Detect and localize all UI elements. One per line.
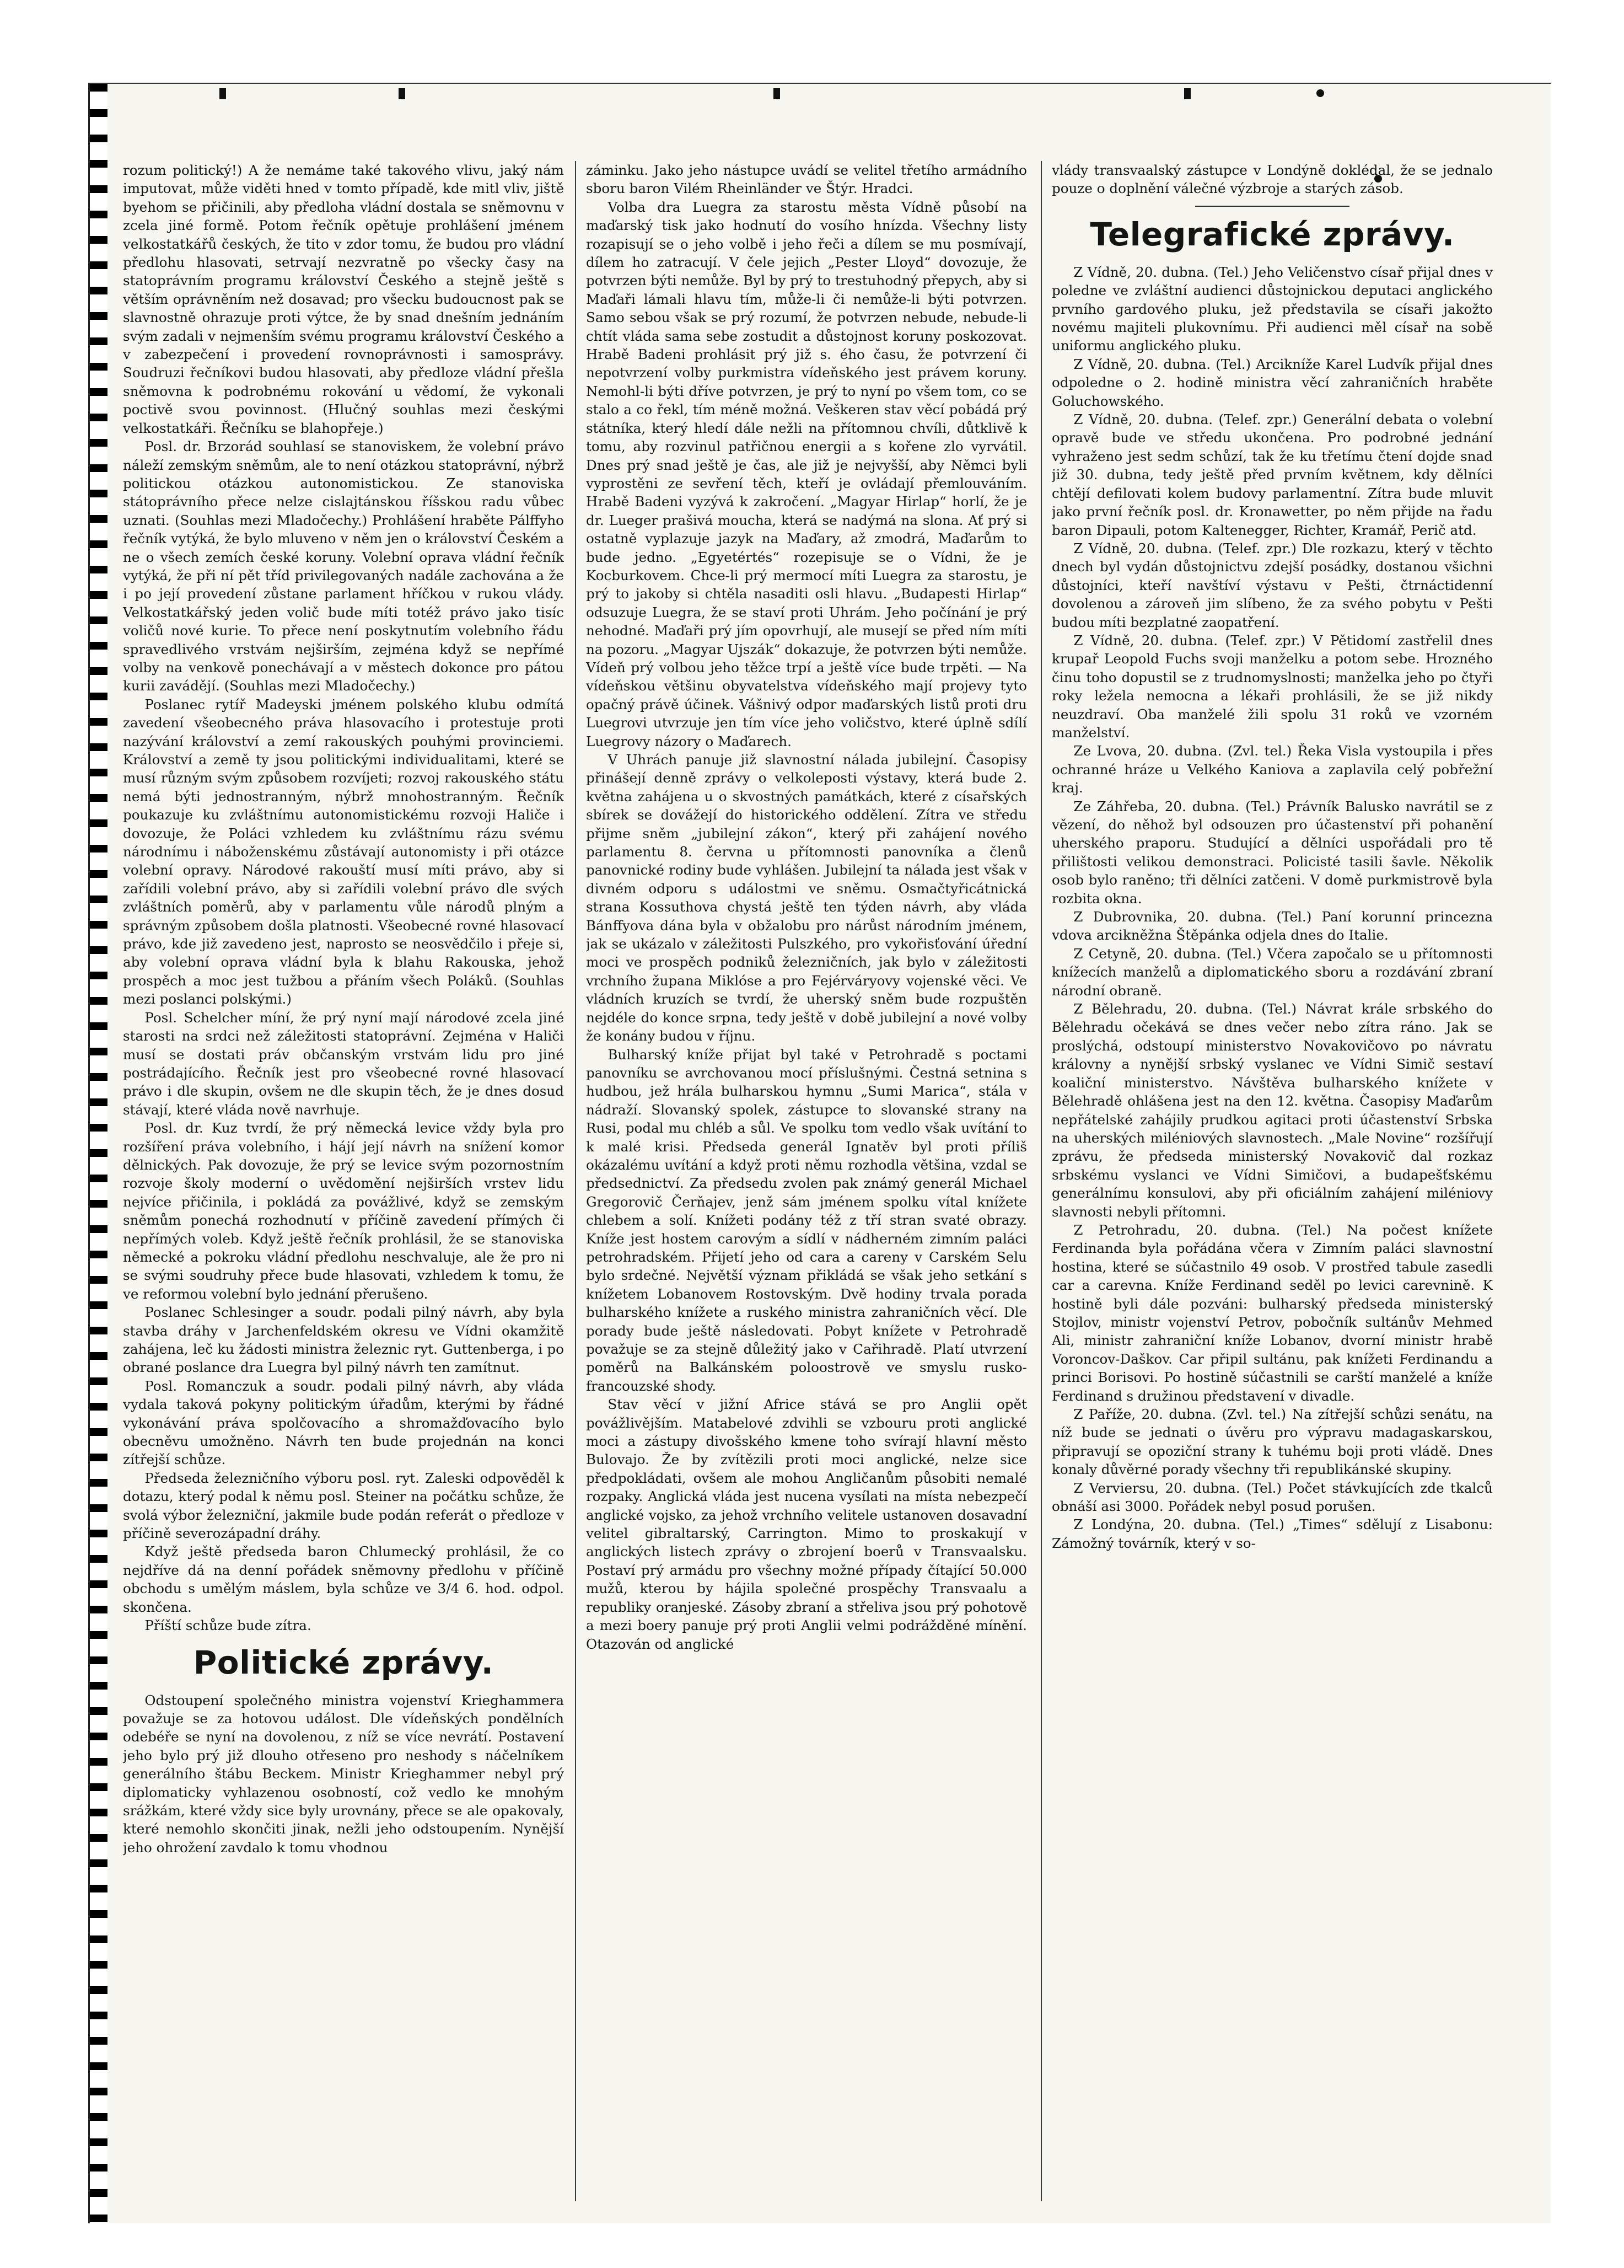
news-item: Z Bělehradu, 20. dubna. (Tel.) Návrat krále srbského do Bělehradu očekává se dnes večer nebo zítra ráno. Jak se proslýchá, odstoupí ministerstvo Novakovičovo po návratu královny a nynější srbský vyslanec ve Vídni Simič sestaví koaliční ministerstvo. Návštěva bulharského knížete v Bělehradě ohlášena jest na den 12. května. Časopisy Maďarům nepřátelské zahájily prudkou agitaci proti účastenství Srbska na uherských miléniových slavnostech. „Male Novine“ rozšířují zprávu, že předseda ministerský Novakovič dal rozkaz srbskému vyslanci ve Vídni Simičovi, a budapešťskému generálnímu konsulovi, aby při oficiálním zahájení miléniovy slavnosti nebyli přítomni. xyxy=(1052,1001,1493,1220)
article-paragraph: vlády transvaalský zástupce v Londýně doklédal, že se jednalo pouze o doplnění válečné výzbroje a starých zásob. xyxy=(1052,162,1493,197)
news-item: Ze Záhřeba, 20. dubna. (Tel.) Právník Balusko navrátil se z vězení, do něhož byl odsouzen pro účastenství při pohanění uherského praporu. Studující a dělníci uspořádali pro tě přilištosti velikou demonstraci. Policisté tasili šavle. Několik osob bylo raněno; tři dělníci zatčeni. V domě purkmistrově byla rozbita okna. xyxy=(1052,798,1493,907)
column-1 xyxy=(123,161,564,2190)
column-3 xyxy=(1052,161,1493,2190)
scan-mark xyxy=(219,88,226,99)
article-paragraph: záminku. Jako jeho nástupce uvádí se velitel třetího armádního sboru baron Vilém Rheinländer ve Štýr. Hradci. xyxy=(586,162,1027,197)
news-item: Z Vídně, 20. dubna. (Telef. zpr.) V Pětidomí zastřelil dnes krupař Leopold Fuchs svoji manželku a potom sebe. Hrozného činu toho dopustil se z trudnomyslnosti; manželka jeho po čtyři roky ležela nemocna a lékaři prohlásili, že se již nikdy neuzdraví. Oba manželé žili spolu 31 roků ve vzorném manželství. xyxy=(1052,632,1493,741)
news-item: Z Dubrovnika, 20. dubna. (Tel.) Paní korunní princezna vdova arcikněžna Štěpánka odjela dnes do Italie. xyxy=(1052,909,1493,943)
scan-mark xyxy=(1184,88,1191,99)
article-paragraph: Posl. dr. Kuz tvrdí, že prý německá levice vždy byla pro rozšíření práva volebního, i hájí její návrh na snížení komor dělnických. Pak dovozuje, že prý se levice svým pozornostním rozvoje školy moderní o uvědomění nejširších vrstev lidu nejvíce přičinila, i pokládá za povážlivé, když se zemským sněmům ponechá rozhodnutí v příčině zavedení přímých či nepřímých voleb. Když ještě řečník prohlásil, že se stanoviska německé a pokroku vládní předlohu neschvaluje, ale že pro ni se svými soudruhy přece bude hlasovati, vzhledem k tomu, že ve reformou volební bylo jednání přerušeno. xyxy=(123,1120,564,1302)
article-paragraph: Odstoupení společného ministra vojenství Krieghammera považuje se za hotovou událost. Dle vídeňských pondělních odebéře se nyní na dovolenou, z níž se více nevrátí. Postavení jeho bylo prý již dlouho otřeseno pro neshody s náčelníkem generálního štábu Beckem. Ministr Krieghammer nebyl prý diplomaticky vyhlazenou osobností, což vedlo ke mnohým srážkám, které vždy sice byly urovnány, přece se ale opakovaly, které nemohlo skončiti jinak, nežli jeho odstoupením. Nynější jeho ohrožení zavdalo k tomu vhodnou xyxy=(123,1692,564,1856)
article-paragraph: Poslanec Schlesinger a soudr. podali pilný návrh, aby byla stavba dráhy v Jarchenfeldském okresu ve Vídni okamžitě zahájena, leč ku žádosti ministra železnic ryt. Guttenberga, i po obrané poslance dra Luegra byl pilný návrh ten zamítnut. xyxy=(123,1304,564,1376)
news-item: Z Verviersu, 20. dubna. (Tel.) Počet stávkujících zde tkalců obnáší asi 3000. Pořádek nebyl posud porušen. xyxy=(1052,1479,1493,1515)
article-paragraph: Příští schůze bude zítra. xyxy=(144,1617,311,1634)
news-item: Z Cetyně, 20. dubna. (Tel.) Včera započalo se u přítomnosti knížecích manželů a diplomatického sboru a rozdávání zbraní národní obraně. xyxy=(1052,945,1493,999)
article-paragraph: V Uhrách panuje již slavnostní nálada jubilejní. Časopisy přinášejí denně zprávy o velkoleposti výstavy, která bude 2. května zahájena u o skvostných památkách, které z císařských sbírek se dovážejí do historického oddělení. Zítra ve středu přijme sněm „jubilejní zákon“, který při zahájení nového parlamentu 8. června u přítomnosti panovníka a členů panovnické rodiny bude vyhlášen. Jubilejní ta nálada jest však v divném odporu s událostmi ve sněmu. Osmačtyřicátnická strana Kossuthova chystá ještě ten týden návrh, aby vláda Bánffyova dána byla v obžalobu pro nárůst národním jménem, jak se ukázalo v záležitosti Pulszkého, pro vykořisťování úřední moci ve prospěch podniků železničních, jak bylo v záležitosti vrchního župana Miklóse a pro Fejérváryovy vojenské věci. Ve vládních kruzích se tvrdí, že uherský sněm bude rozpuštěn nejdéle do konce srpna, tedy ještě v době jubilejní a nové volby že konány budou v říjnu. xyxy=(586,752,1027,1044)
article-paragraph: Posl. Romanczuk a soudr. podali pilný návrh, aby vláda vydala taková pokyny politickým úřadům, kterými by řádné vykonávání práva spolčovacího a shromažďovacího bylo obecněvu umožněno. Návrh ten bude projednán na konci zítřejší schůze. xyxy=(123,1377,564,1468)
news-item: Z Londýna, 20. dubna. (Tel.) „Times“ sdělují z Lisabonu: Zámožný továrník, který v so- xyxy=(1052,1516,1493,1551)
column-2 xyxy=(586,161,1027,2190)
article-paragraph: Posl. dr. Brzorád souhlasí se stanoviskem, že volební právo náleží zemským sněmům, ale to není otázkou statoprávní, nýbrž politickou otázkou autonomistickou. Ze stanoviska státoprávního přece nelze cislajtánskou říšskou radu vůbec uznati. (Souhlas mezi Mladočechy.) Prohlášení hraběte Pálffyho řečník vytýká, že bylo mluveno v něm jen o království Českém a ne o všech zemích české koruny. Volební oprava vládní řečník vytýká, že při ní pět tříd privilegovaných nadále zachována a že i po její provedení zůstane parlament hříčkou v rukou vlády. Velkostatkářský jeden volič bude míti totéž právo jako tisíc voličů nové kurie. To přece není poskytnutím volebního řádu spravedlivého vrstvám nejširším, zejména když se nepřímé volby na venkově ponechávají a v městech dokonce pro pátou kurii zavádějí. (Souhlas mezi Mladočechy.) xyxy=(123,438,564,694)
news-item: Z Paříže, 20. dubna. (Zvl. tel.) Na zítřejší schůzi senátu, na níž bude se jednati o úvěru pro výpravu madagaskarskou, připravují se opoziční strany k tuhému boji proti vládě. Dnes konaly důvěrné porady všechny tři republikánské skupiny. xyxy=(1052,1406,1493,1478)
news-item: Z Vídně, 20. dubna. (Telef. zpr.) Dle rozkazu, který v těchto dnech byl vydán důstojnictvu zdejší posádky, dostanou všichni důstojníci, kteří navštíví výstavu v Pešti, čtrnáctidenní dovolenou a zároveň jim slíbeno, že za svého pobytu v Pešti budou míti bezplatné zaopatření. xyxy=(1052,540,1493,630)
news-item: Z Petrohradu, 20. dubna. (Tel.) Na počest knížete Ferdinanda byla pořádána včera v Zimním paláci slavnostní hostina, které se súčastnilo 49 osob. V prostřed tabule zasedli car a carevna. Kníže Ferdinand seděl po levici carevnině. K hostině byli dále pozváni: bulharský předseda ministerský Stojlov, ministr vojenství Petrov, pobočník sultánův Mehmed Ali, ministr zahraniční kníže Lobanov, dvorní ministr hrabě Voroncov-Daškov. Car připil sultánu, pak knížeti Ferdinandu a princi Borisovi. Po hostině súčastnili se carští manželé a kníže Ferdinand s družinou představení v divadle. xyxy=(1052,1221,1493,1404)
article-paragraph: Když ještě předseda baron Chlumecký prohlásil, že co nejdříve dá na denní pořádek sněmovny předlohu v příčině obchodu s umělým máslem, byla schůze ve 3/4 6. hod. odpol. skončena. xyxy=(123,1543,564,1615)
scan-mark xyxy=(773,88,780,99)
article-paragraph: Předseda železničního výboru posl. ryt. Zaleski odpověděl k dotazu, který podal k němu posl. Steiner na počátku schůze, že svolá výbor železniční, jakmile bude podán referát o předloze v příčině severozápadní dráhy. xyxy=(123,1470,564,1542)
section-divider xyxy=(1195,206,1349,207)
news-item: Ze Lvova, 20. dubna. (Zvl. tel.) Řeka Visla vystoupila i přes ochranné hráze u Velkého Kaniova a zaplavila celý pobřežní kraj. xyxy=(1052,743,1493,796)
article-paragraph: Poslanec rytíř Madeyski jménem polského klubu odmítá zavedení všeobecného práva hlasovacího i protestuje proti nazývání království a zemí rakouských pouhými provinciemi. Království a země ty jsou politickými individualitami, které se musí různým svým způsobem rozvíjeti; rozvoj rakouského státu nemá býti jednostranným, nýbrž mnohostranným. Řečník poukazuje ku zvláštnímu autonomistickému rozvoji Haliče i dovozuje, že Poláci vzhledem ku zvláštnímu rázu svému národnímu i náboženskému zůstávají autonomisty i při otázce volební opravy. Národové rakouští musí míti právo, aby si zařídili volební právo, aby si zařídili volební právo dle svých zvláštních poměrů, aby v parlamentu vůle národů plným a správným způsobem došla platnosti. Všeobecné rovné hlasovací právo, kde již zavedeno jest, naprosto se neosvědčilo i přeje si, aby volební oprava vládní byla k blahu Rakouska, jehož prospěch a moc jest tužbou a přáním všech Poláků. (Souhlas mezi poslanci polskými.) xyxy=(123,696,564,1007)
article-paragraph: Bulharský kníže přijat byl také v Petrohradě s poctami panovníku se avrchovanou mocí příslušnými. Čestná setnina s hudbou, jež hrála bulharskou hymnu „Sumi Marica“, stála v nádraží. Slovanský spolek, zástupce to slovanské strany na Rusi, podal mu chléb a sůl. Ve spolku tom vedlo však uvítání to k malé krisi. Předseda generál Ignatěv byl proti příliš okázalému uvítání a když proti němu rozhodla většina, vzdal se předsednictví. Za předsedu zvolen pak známý generál Michael Gregorovič Čerňajev, jenž sám jménem spolku vítal knížete chlebem a solí. Knížeti podány též z tří stran svaté obrazy. Kníže jest hostem carovým a sídlí v nádherném zimním paláci petrohradském. Přijetí jeho od cara a careny v Carském Selu bylo srdečné. Největší význam přikládá se však jeho setkání s knížetem Lobanovem Rostovským. Dvě hodiny trvala porada bulharského knížete a ruského ministra zahraničních věcí. Dle porady bude ještě následovati. Pobyt knížete v Petrohradě považuje se za stejně důležitý jako v Cařihradě. Platí utvrzení poměrů na Balkánském poloostrově ve smyslu rusko-francouzské shody. xyxy=(586,1046,1027,1394)
scan-mark xyxy=(399,88,405,99)
article-paragraph: rozum politický!) A že nemáme také takového vlivu, jaký nám imputovat, může viděti hned v tomto případě, kde mitl vliv, jiště byehom se přičinili, aby předloha vládní dostala se sněmovnu v zcela jiné formě. Potom řečník opětuje prohlášení jménem velkostatkářů českých, že tito v zdor tomu, že budou pro vládní předlohu hlasovati, setrvají nezvratně po všecky časy na statoprávním programu království Českého a stejně ještě s větším oprávněním než dosavad; pro všecku budoucnost pak se slavnostně ohrazuje proti výtce, že by snad dnešním jednáním svým zadali v nejmenším svému programu království Českého a v zabezpečení i provedení rovnoprávnosti i samosprávy. Soudruzi řečníkovi budou hlasovati, aby předloze vládní přešla sněmovna k podrobnému rokování u vědomí, že vykonali poctivě svou povinnost. (Hlučný souhlas mezi českými velkostatkáři. Řečníku se blahopřeje.) xyxy=(123,162,564,436)
news-item: Z Vídně, 20. dubna. (Tel.) Jeho Veličenstvo císař přijal dnes v poledne ve zvláštní audienci důstojnickou deputaci anglického prvního gardového pluku, jež představila se císaři jakožto novému majiteli plukovnímu. Při audienci měl císař na sobě uniformu anglického pluku. xyxy=(1052,264,1493,354)
section-heading-politicke-zpravy: Politické zprávy. xyxy=(193,1643,494,1681)
binding-strip xyxy=(90,84,107,2223)
news-item: Z Vídně, 20. dubna. (Telef. zpr.) Generální debata o volební opravě bude ve středu ukončena. Pro podrobné jednání vyhraženo jest sedm schůzí, tak že ku třetímu čtení dojde snad již 30. dubna, tedy ještě před prvním květnem, kdy dělníci chtějí defilovati kolem budovy parlamentní. Zítra bude mluvit jako první řečník posl. dr. Kronawetter, po něm přijde na řadu baron Dipauli, potom Kaltenegger, Richter, Kramář, Perič atd. xyxy=(1052,411,1493,538)
article-paragraph: Stav věcí v jižní Africe stává se pro Anglii opět povážlivějším. Matabelové zdvihli se vzbouru proti anglické moci a zástupy divošského kmene toho svírají hlavní město Bulovajo. Že by zvítězili proti moci anglické, nelze sice předpokládati, ovšem ale mohou Angličanům působiti nemalé rozpaky. Anglická vláda jest nucena vysílati na místa nebezpečí anglické vojsko, za jehož vrchního velitele ustanoven dosavadní velitel gibraltarský, Carrington. Mimo to proskakují v anglických listech zprávy o zbrojení boerů v Transvaalsku. Postaví prý armádu pro všechny možné případy čítající 50.000 mužů, kterou by hájila společné prospěchy Transvaalu a republiky oranjeské. Zásoby zbraní a střeliva jsou prý pohotově a mezi boery panuje prý proti Anglii velmi podrážděné mínění. Otazován od anglické xyxy=(586,1396,1027,1652)
column-rule xyxy=(575,161,576,2201)
column-rule xyxy=(1041,161,1042,2201)
news-item: Z Vídně, 20. dubna. (Tel.) Arcikníže Karel Ludvík přijal dnes odpoledne o 2. hodině ministra věcí zahraničních hraběte Goluchowského. xyxy=(1052,356,1493,409)
scan-dot xyxy=(1316,89,1324,97)
article-paragraph: Volba dra Luegra za starostu města Vídně působí na maďarský tisk jako hodnutí do vosího hnízda. Všechny listy rozapisují se o jeho volbě i jeho řeči a dílem se mu posmívají, dílem ho zatracují. V čele jejich „Pester Lloyd“ dovozuje, že potvrzen býti nemůže. Byl by prý to trestuhodný přepych, aby si Maďaři lámali hlavu tím, může-li či nemůže-li býti potvrzen. Samo sebou však se prý rozumí, že potvrzen nebude, nebude-li chtít vláda sama sebe zostudit a důstojnost koruny poskozovat. Hrabě Badeni prohlásit prý již s. ého času, že potvrzení či nepotvrzení volby purkmistra vídeňského jest právem koruny. Nemohl-li býti dříve potvrzen, je prý to nyní po všem tom, co se stalo a co řekl, tím méně možná. Veškeren stav věcí pobádá prý státníka, který hledí dále nežli na přítomnou chvíli, důtklivě k tomu, aby rozvinul patřičnou energii a s kořene zlo vyrvátil. Dnes prý snad ještě je čas, ale již je nejvyšší, aby Němci byli vyprostěni ze sevření těch, kteří je ovládají přemlouváním. Hrabě Badeni vyzývá k zakročení. „Magyar Hirlap“ horlí, že je dr. Lueger prašivá mouchа, která se nadýmá na slona. Ať prý si ostatně vyplazuje jazyk na Maďary, až zmodrá, Maďarům to bude jedno. „Egyetértés“ rozepisuje se o Vídni, že je Kocburkovem. Chce-li prý mermocí míti Luegra za starostu, je prý to jakoby si chtěla nasaditi osli hlavu. „Budapesti Hirlap“ odsuzuje Luegra, že se staví proti Uhrám. Jeho počínání je prý nehodné. Maďaři prý jím opovrhují, ale musejí se před ním míti na pozoru. „Magyar Ujszák“ dokazuje, že potvrzen býti nemůže. Vídeň prý volbou jeho těžce trpí a ještě více bude trpěti. — Na vídeňskou většinu obyvatelstva vídeňského mají projevy tyto opačný právě účinek. Vášnivý odpor maďarských listů proti dru Luegrovi utvrzuje jen tím více jeho voličstvo, které úplně sdílí Luegrovy názory o Maďarech. xyxy=(586,199,1027,749)
newspaper-page xyxy=(88,83,1551,2223)
article-paragraph: Posl. Schelcher míní, že prý nyní mají národové zcela jiné starosti na srdci než záležitosti statoprávní. Zejména v Haliči musí se dostati práv občanským vrstvám lidu pro jiné postrádajícího. Řečník jest pro všeobecné rovné hlasovací právo i dle skupin, ovšem ne dle skupin těch, že je dnes dosud stávají, které vláda nově navrhuje. xyxy=(123,1009,564,1118)
section-heading-telegraficke-zpravy: Telegrafické zprávy. xyxy=(1090,215,1455,253)
